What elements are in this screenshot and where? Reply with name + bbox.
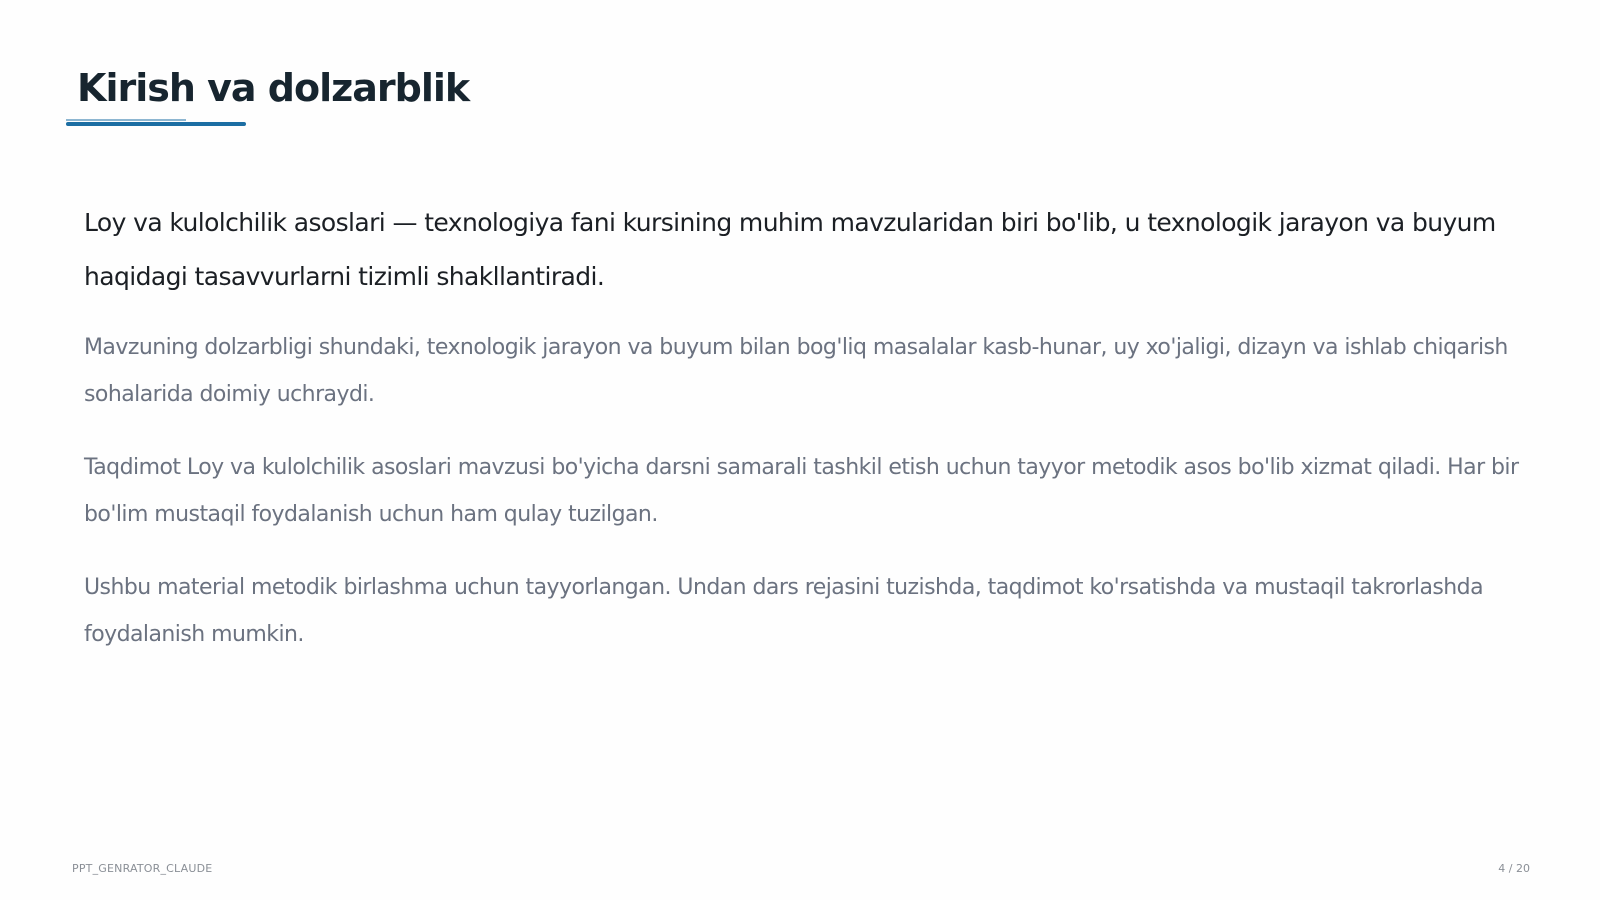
slide-content [84, 196, 1524, 684]
slide-title: Kirish va dolzarblik [77, 66, 470, 110]
title-underline [66, 122, 246, 126]
footer-source-label: PPT_GENRATOR_CLAUDE [72, 862, 213, 875]
title-underline-accent [66, 119, 186, 121]
body-paragraph-usage: Ushbu material metodik birlashma uchun tayyorlangan. Undan dars rejasini tuzishda, taqdimot ko'rsatishda va mustaqil takrorlashda foydalanish mumkin. [84, 575, 1484, 647]
body-paragraph-purpose: Taqdimot Loy va kulolchilik asoslari mavzusi bo'yicha darsni samarali tashkil etish uchun tayyor metodik asos bo'lib xizmat qiladi. Har bir bo'lim mustaqil foydalanish uchun ham qulay tuzilgan. [84, 455, 1519, 527]
lead-paragraph: Loy va kulolchilik asoslari — texnologiya fani kursining muhim mavzularidan biri bo'lib, u texnologik jarayon va buyum haqidagi tasavvurlarni tizimli shakllantiradi. [84, 208, 1496, 291]
body-paragraph-relevance: Mavzuning dolzarbligi shundaki, texnologik jarayon va buyum bilan bog'liq masalalar kasb-hunar, uy xo'jaligi, dizayn va ishlab chiqarish sohalarida doimiy uchraydi. [84, 335, 1508, 407]
footer-page-number: 4 / 20 [1498, 862, 1530, 875]
